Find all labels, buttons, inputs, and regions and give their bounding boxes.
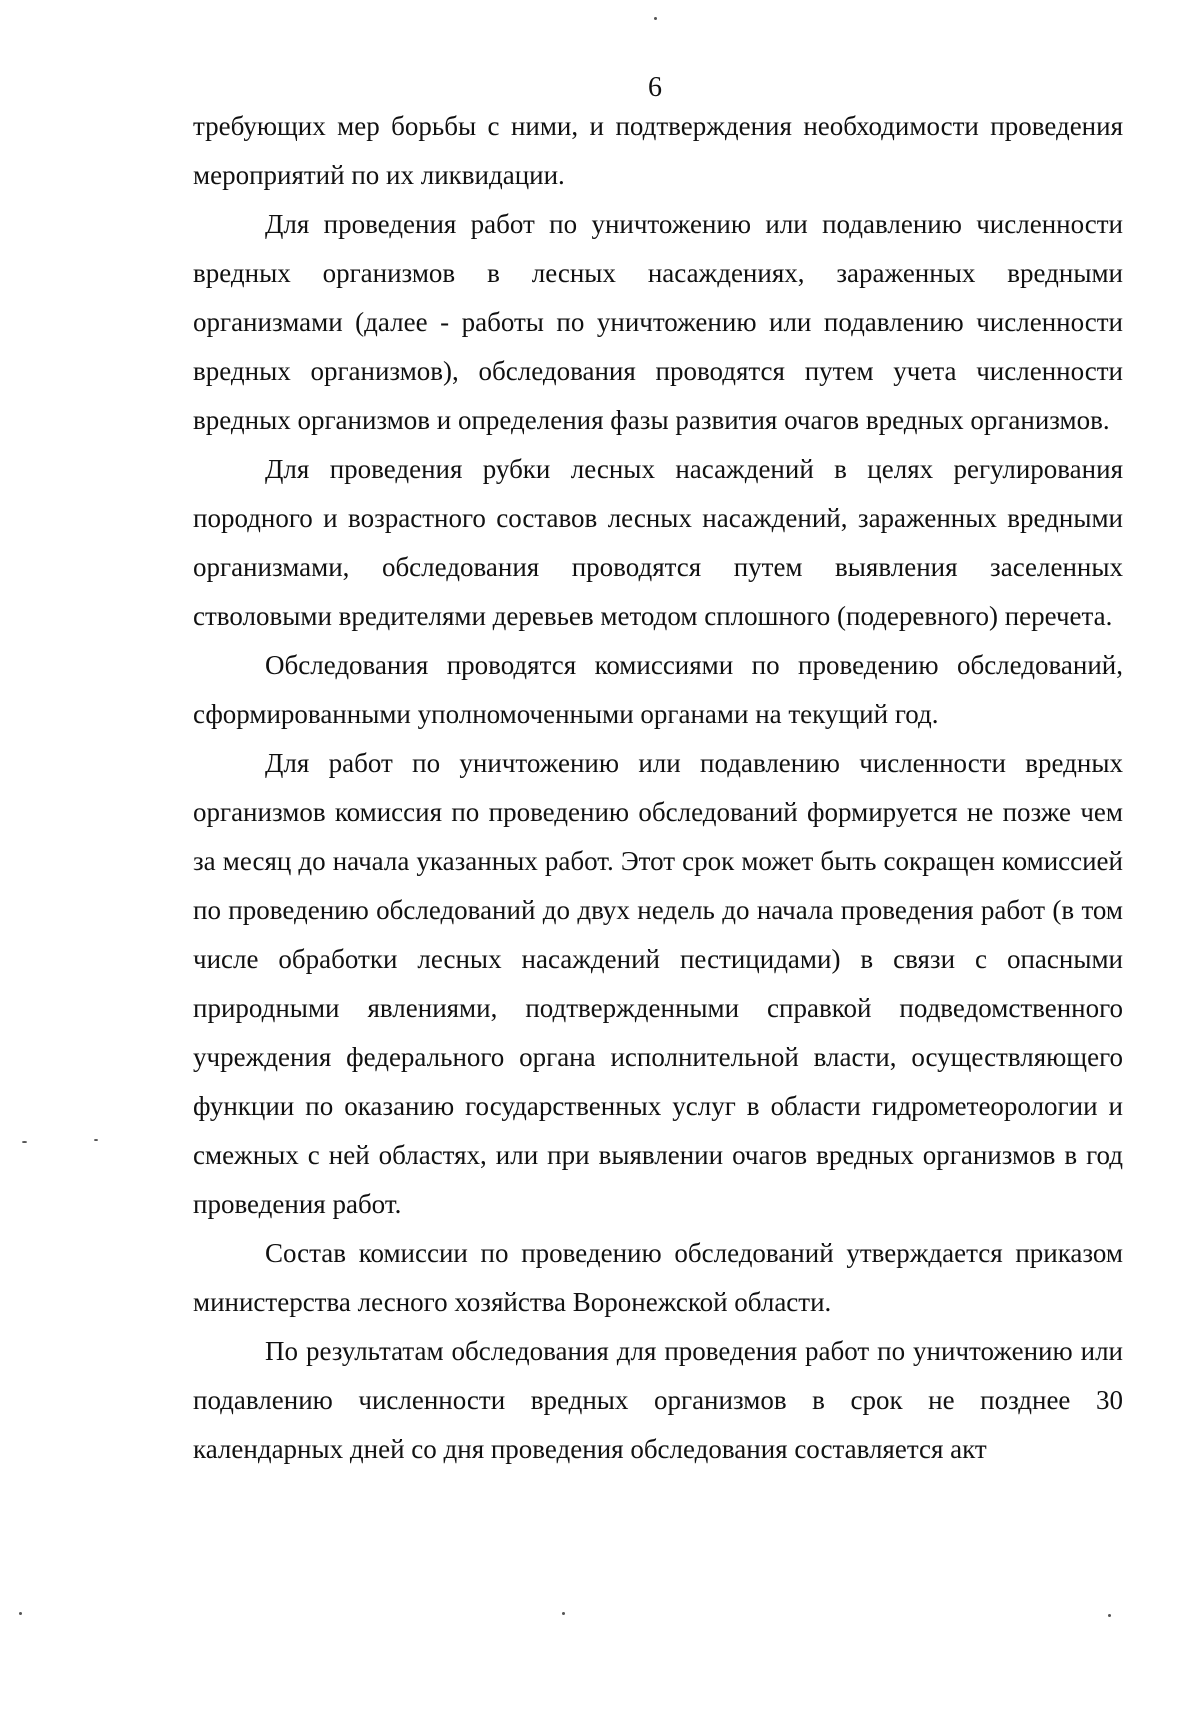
scan-speck (22, 1141, 27, 1143)
page-number: 6 (648, 72, 662, 103)
scan-speck (1108, 1614, 1111, 1617)
paragraph: Для проведения рубки лесных насаждений в целях регулирования породного и возрастного составов лесных насаждений, зараженных вредными организмами, обследования проводятся путем выявления заселенных стволовыми вредителями деревьев методом сплошного (подеревного) перечета. (193, 454, 1123, 631)
paragraph: Для работ по уничтожению или подавлению численности вредных организмов комиссия по проведению обследований формируется не позже чем за месяц до начала указанных работ. Этот срок может быть сокращен комиссией по проведению обследований до двух недель до начала проведения работ (в том числе обработки лесных насаждений пестицидами) в связи с опасными природными явлениями, подтвержденными справкой подведомственного учреждения федерального органа исполнительной власти, осуществляющего функции по оказанию государственных услуг в области гидрометеорологии и смежных с ней областях, или при выявлении очагов вредных организмов в год проведения работ. (193, 748, 1123, 1219)
paragraph: По результатам обследования для проведения работ по уничтожению или подавлению численности вредных организмов в срок не позднее 30 календарных дней со дня проведения обследования составляется акт (193, 1336, 1123, 1464)
document-body (193, 102, 1123, 1474)
scan-speck (562, 1612, 565, 1615)
paragraph: Обследования проводятся комиссиями по проведению обследований, сформированными уполномоченными органами на текущий год. (193, 650, 1123, 729)
paragraph: Для проведения работ по уничтожению или подавлению численности вредных организмов в лесных насаждениях, зараженных вредными организмами (далее - работы по уничтожению или подавлению численности вредных организмов), обследования проводятся путем учета численности вредных организмов и определения фазы развития очагов вредных организмов. (193, 209, 1123, 435)
scan-speck (94, 1139, 98, 1141)
scan-speck (654, 17, 657, 20)
paragraph: Состав комиссии по проведению обследований утверждается приказом министерства лесного хозяйства Воронежской области. (193, 1238, 1123, 1317)
scan-speck (19, 1612, 22, 1615)
paragraph: требующих мер борьбы с ними, и подтверждения необходимости проведения мероприятий по их ликвидации. (193, 111, 1123, 190)
